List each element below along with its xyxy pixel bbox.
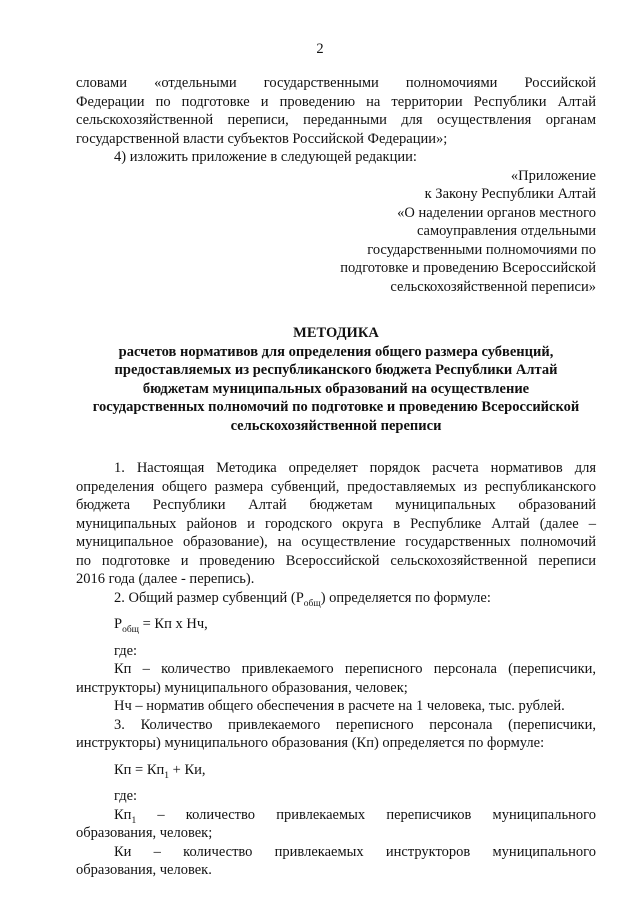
- subtitle-line: расчетов нормативов для определения общего размера субвенций,: [118, 343, 554, 360]
- appendix-heading: [76, 167, 596, 297]
- definition-nch: Нч – норматив общего обеспечения в расчете на 1 человека, тыс. рублей.: [114, 698, 565, 714]
- subtitle-line: сельскохозяйственной переписи: [230, 417, 442, 434]
- text-line: 3. Количество привлекаемого переписного персонала (переписчики,: [114, 716, 596, 733]
- appendix-line: «О наделении органов местного: [397, 204, 596, 221]
- subtitle-line: предоставляемых из республиканского бюджета Республики Алтай: [114, 362, 558, 378]
- text-line: 1. Настоящая Методика определяет порядок расчета нормативов для: [114, 460, 596, 476]
- formula-total-subvention: $Р_{общ}$ = Кп х Нч,: [114, 616, 208, 635]
- appendix-line: государственными полномочиями по: [367, 241, 596, 258]
- appendix-line: «Приложение: [510, 167, 596, 184]
- paragraph-1: [76, 459, 596, 589]
- appendix-line: самоуправления отдельными: [416, 223, 596, 239]
- text-line: Ки – количество привлекаемых инструкторов муниципального: [114, 843, 596, 860]
- appendix-line: сельскохозяйственной переписи»: [390, 278, 596, 295]
- text-line: по подготовке и проведению Всероссийской сельскохозяйственной переписи: [76, 552, 596, 569]
- text-line: $Кп_1$ – количество привлекаемых переписчиков муниципального: [114, 806, 596, 826]
- appendix-line: к Закону Республики Алтай: [424, 186, 596, 202]
- intro-paragraph: [76, 74, 596, 148]
- subtitle-line: государственных полномочий по подготовке и проведению Всероссийской: [92, 399, 580, 415]
- text-line: Кп – количество привлекаемого переписного персонала (переписчики,: [114, 661, 596, 677]
- page-number: 2: [316, 41, 324, 57]
- text-line: инструкторы) муниципального образования, человек;: [76, 679, 408, 696]
- text-line: образования, человек;: [76, 825, 213, 841]
- definition-ki: [76, 843, 596, 880]
- item-4: 4) изложить приложение в следующей редакции:: [114, 149, 417, 165]
- document-body: [76, 74, 596, 880]
- definition-kp: [76, 660, 596, 697]
- document-subtitle: [76, 343, 596, 436]
- text-line: инструкторы) муниципального образования (Кп) определяется по формуле:: [76, 735, 545, 751]
- text-line: Федерации по подготовке и проведению на территории Республики Алтай: [76, 93, 596, 110]
- text-line: муниципальных районов и городского округа в Республике Алтай (далее –: [76, 515, 596, 532]
- text-line: муниципальное образование), на осуществление государственных полномочий: [76, 534, 596, 550]
- where-label: где:: [114, 642, 138, 659]
- text-line: государственной власти субъектов Российской Федерации»;: [76, 130, 448, 147]
- document-title: МЕТОДИКА: [293, 325, 379, 341]
- text-line: образования, человек.: [76, 862, 212, 878]
- text-line: 2016 года (далее - перепись).: [76, 571, 255, 587]
- text-line: бюджета Республики Алтай бюджетам муниципальных образований: [76, 497, 596, 513]
- paragraph-2: 2. Общий размер субвенций $(Р_{общ})$ определяется по формуле:: [114, 589, 491, 609]
- subtitle-line: бюджетам муниципальных образований на осуществление: [142, 380, 530, 397]
- text-line: сельскохозяйственной переписи, переданными для осуществления органам: [76, 112, 596, 128]
- where-label: где:: [114, 788, 138, 804]
- formula-staff-count: Кп = $Кп_1$ + Ки,: [114, 761, 206, 781]
- text-line: определения общего размера субвенций, предоставляемых из республиканского: [76, 478, 596, 495]
- text-line: словами «отдельными государственными полномочиями Российской: [76, 75, 596, 91]
- definition-kp1: [76, 806, 596, 843]
- appendix-line: подготовке и проведению Всероссийской: [340, 260, 596, 276]
- paragraph-3: [76, 716, 596, 753]
